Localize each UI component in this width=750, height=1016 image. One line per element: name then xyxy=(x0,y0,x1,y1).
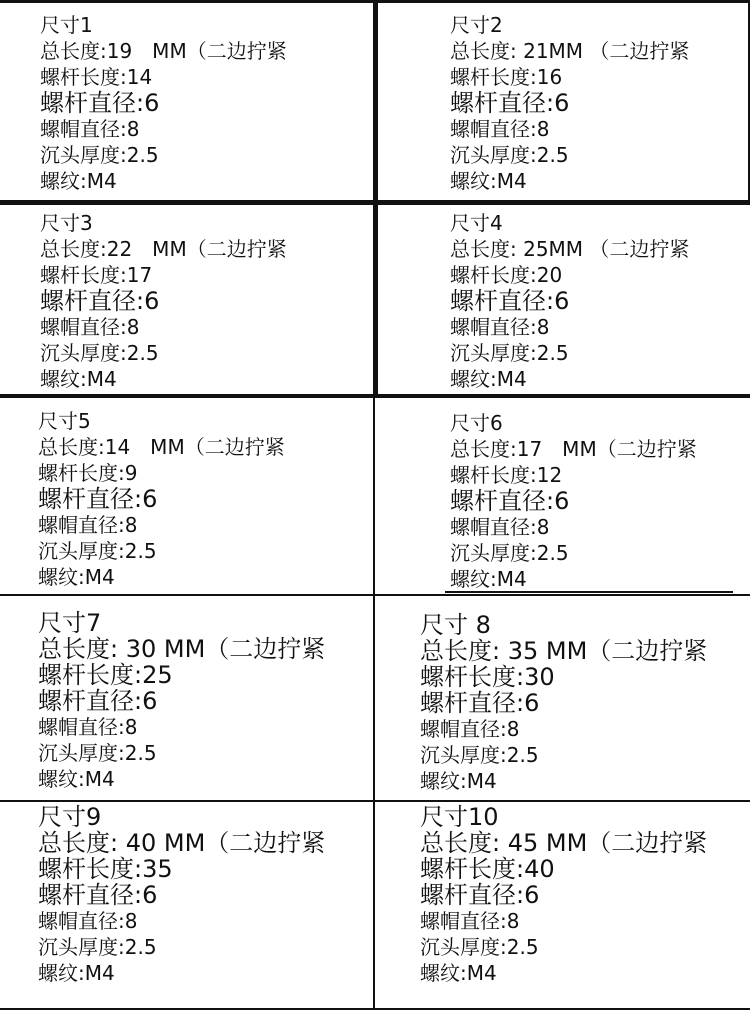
spec-title: 尺寸5 xyxy=(38,409,91,433)
spec-countersink: 沉头厚度:2.5 xyxy=(420,743,539,767)
spec-screw-diameter: 螺杆直径:6 xyxy=(38,881,158,909)
spec-screw-length: 螺杆长度:20 xyxy=(450,263,563,287)
spec-head-diameter: 螺帽直径:8 xyxy=(450,117,550,141)
spec-countersink: 沉头厚度:2.5 xyxy=(450,143,569,167)
spec-screw-length: 螺杆长度:25 xyxy=(38,661,173,689)
spec-title: 尺寸9 xyxy=(38,803,102,831)
spec-title: 尺寸1 xyxy=(40,13,93,37)
spec-head-diameter: 螺帽直径:8 xyxy=(40,117,140,141)
spec-countersink: 沉头厚度:2.5 xyxy=(38,935,157,959)
spec-thread: 螺纹:M4 xyxy=(40,367,117,391)
spec-screw-diameter: 螺杆直径:6 xyxy=(38,687,158,715)
spec-screw-diameter: 螺杆直径:6 xyxy=(450,287,570,315)
spec-countersink: 沉头厚度:2.5 xyxy=(38,539,157,563)
spec-head-diameter: 螺帽直径:8 xyxy=(38,909,138,933)
spec-screw-length: 螺杆长度:40 xyxy=(420,855,555,883)
grid-vertical-thick xyxy=(373,0,378,396)
spec-total-length: 总长度:17 MM（二边拧紧 xyxy=(450,437,697,461)
spec-countersink: 沉头厚度:2.5 xyxy=(420,935,539,959)
spec-thread: 螺纹:M4 xyxy=(450,169,527,193)
spec-thread: 螺纹:M4 xyxy=(450,367,527,391)
spec-total-length: 总长度:22 MM（二边拧紧 xyxy=(40,237,287,261)
spec-title: 尺寸10 xyxy=(420,803,499,831)
spec-screw-diameter: 螺杆直径:6 xyxy=(450,487,570,515)
spec-countersink: 沉头厚度:2.5 xyxy=(450,541,569,565)
grid-divider-4 xyxy=(0,800,750,802)
grid-vertical-thin xyxy=(373,396,375,1010)
spec-head-diameter: 螺帽直径:8 xyxy=(420,909,520,933)
grid-bottom-border xyxy=(0,1008,750,1010)
spec-thread: 螺纹:M4 xyxy=(420,961,497,985)
spec-title: 尺寸7 xyxy=(38,609,102,637)
spec-thread: 螺纹:M4 xyxy=(450,567,527,591)
spec-head-diameter: 螺帽直径:8 xyxy=(420,717,520,741)
spec-thread: 螺纹:M4 xyxy=(38,565,115,589)
spec-head-diameter: 螺帽直径:8 xyxy=(38,513,138,537)
spec-title: 尺寸3 xyxy=(40,211,93,235)
spec-screw-length: 螺杆长度:35 xyxy=(38,855,173,883)
spec-title: 尺寸2 xyxy=(450,13,503,37)
spec-screw-diameter: 螺杆直径:6 xyxy=(40,287,160,315)
spec-screw-diameter: 螺杆直径:6 xyxy=(420,881,540,909)
spec-thread: 螺纹:M4 xyxy=(38,767,115,791)
spec-title: 尺寸 8 xyxy=(420,611,491,639)
spec-thread: 螺纹:M4 xyxy=(420,769,497,793)
spec-screw-length: 螺杆长度:16 xyxy=(450,65,563,89)
spec-screw-diameter: 螺杆直径:6 xyxy=(40,89,160,117)
spec-screw-length: 螺杆长度:30 xyxy=(420,663,555,691)
spec-screw-diameter: 螺杆直径:6 xyxy=(420,689,540,717)
spec-total-length: 总长度:19 MM（二边拧紧 xyxy=(40,39,287,63)
spec-countersink: 沉头厚度:2.5 xyxy=(40,341,159,365)
spec-screw-length: 螺杆长度:9 xyxy=(38,461,138,485)
spec-total-length: 总长度: 30 MM（二边拧紧 xyxy=(38,635,326,663)
spec-head-diameter: 螺帽直径:8 xyxy=(450,515,550,539)
spec-thread: 螺纹:M4 xyxy=(38,961,115,985)
spec-thread: 螺纹:M4 xyxy=(40,169,117,193)
spec-total-length: 总长度:14 MM（二边拧紧 xyxy=(38,435,285,459)
grid-divider-3 xyxy=(0,594,750,596)
spec-title: 尺寸4 xyxy=(450,211,503,235)
spec-total-length: 总长度: 21MM （二边拧紧 xyxy=(450,39,690,63)
spec-total-length: 总长度: 45 MM（二边拧紧 xyxy=(420,829,708,857)
spec-screw-length: 螺杆长度:12 xyxy=(450,463,563,487)
spec-head-diameter: 螺帽直径:8 xyxy=(38,715,138,739)
spec-head-diameter: 螺帽直径:8 xyxy=(40,315,140,339)
spec-countersink: 沉头厚度:2.5 xyxy=(38,741,157,765)
spec-screw-length: 螺杆长度:14 xyxy=(40,65,153,89)
spec-screw-diameter: 螺杆直径:6 xyxy=(38,485,158,513)
spec-title: 尺寸6 xyxy=(450,411,503,435)
spec-total-length: 总长度: 35 MM（二边拧紧 xyxy=(420,637,708,665)
spec-countersink: 沉头厚度:2.5 xyxy=(40,143,159,167)
spec-countersink: 沉头厚度:2.5 xyxy=(450,341,569,365)
spec-head-diameter: 螺帽直径:8 xyxy=(450,315,550,339)
spec-total-length: 总长度: 40 MM（二边拧紧 xyxy=(38,829,326,857)
spec-screw-length: 螺杆长度:17 xyxy=(40,263,153,287)
spec-screw-diameter: 螺杆直径:6 xyxy=(450,89,570,117)
spec-total-length: 总长度: 25MM （二边拧紧 xyxy=(450,237,690,261)
